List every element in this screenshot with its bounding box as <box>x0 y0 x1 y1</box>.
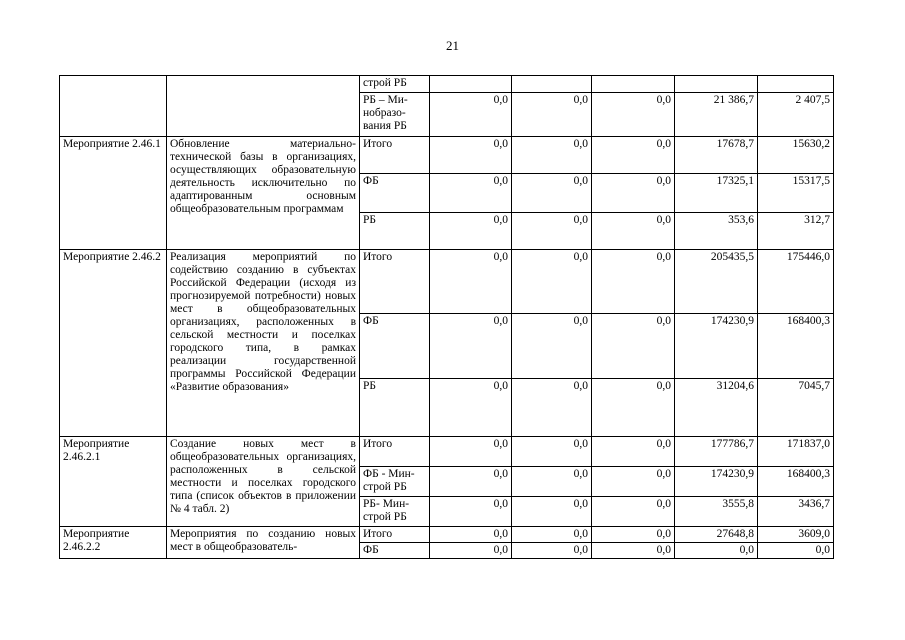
value-cell: 0,0 <box>512 437 592 467</box>
description-cell: Обновление материально-технической базы в организациях, осуществляющих образовательную деятельность исключительно по адаптированным основным общеобразовательным программам <box>167 137 360 250</box>
value-cell: 0,0 <box>512 174 592 213</box>
value-cell: 3555,8 <box>675 497 758 527</box>
source-cell: ФБ <box>360 543 430 559</box>
value-cell: 0,0 <box>592 174 675 213</box>
value-cell: 0,0 <box>430 213 512 250</box>
value-cell <box>592 76 675 93</box>
value-cell: 0,0 <box>592 437 675 467</box>
source-cell: РБ <box>360 379 430 437</box>
value-cell: 0,0 <box>430 137 512 174</box>
value-cell: 0,0 <box>675 543 758 559</box>
value-cell: 353,6 <box>675 213 758 250</box>
value-cell: 31204,6 <box>675 379 758 437</box>
source-cell: ФБ <box>360 174 430 213</box>
value-cell <box>430 76 512 93</box>
value-cell: 17678,7 <box>675 137 758 174</box>
value-cell: 0,0 <box>592 497 675 527</box>
value-cell: 0,0 <box>592 250 675 314</box>
table-row <box>60 250 834 314</box>
table-row <box>60 437 834 467</box>
table-row <box>60 137 834 174</box>
value-cell: 0,0 <box>512 543 592 559</box>
value-cell: 0,0 <box>512 497 592 527</box>
value-cell: 168400,3 <box>758 314 834 379</box>
value-cell: 0,0 <box>512 467 592 497</box>
value-cell: 205435,5 <box>675 250 758 314</box>
source-cell: Итого <box>360 137 430 174</box>
value-cell <box>512 76 592 93</box>
value-cell: 0,0 <box>758 543 834 559</box>
value-cell <box>758 76 834 93</box>
value-cell: 0,0 <box>430 314 512 379</box>
value-cell: 15317,5 <box>758 174 834 213</box>
value-cell: 7045,7 <box>758 379 834 437</box>
description-cell: Создание новых мест в общеобразовательных организациях, расположенных в сельской местности и поселках городского типа (список объектов в приложении № 4 табл. 2) <box>167 437 360 527</box>
value-cell: 2 407,5 <box>758 93 834 137</box>
value-cell: 21 386,7 <box>675 93 758 137</box>
value-cell: 3609,0 <box>758 527 834 543</box>
value-cell: 0,0 <box>430 379 512 437</box>
value-cell: 0,0 <box>430 497 512 527</box>
source-cell: Итого <box>360 437 430 467</box>
event-cell: Мероприятие 2.46.2.2 <box>60 527 167 559</box>
source-cell: Итого <box>360 250 430 314</box>
source-cell: РБ – Ми-нобразо-вания РБ <box>360 93 430 137</box>
value-cell: 0,0 <box>430 93 512 137</box>
source-cell: РБ- Мин-строй РБ <box>360 497 430 527</box>
value-cell: 0,0 <box>512 379 592 437</box>
source-cell: Итого <box>360 527 430 543</box>
value-cell: 0,0 <box>430 543 512 559</box>
value-cell: 0,0 <box>592 314 675 379</box>
value-cell: 0,0 <box>592 527 675 543</box>
event-cell: Мероприятие 2.46.2.1 <box>60 437 167 527</box>
value-cell: 27648,8 <box>675 527 758 543</box>
source-cell: ФБ <box>360 314 430 379</box>
value-cell: 0,0 <box>512 137 592 174</box>
value-cell: 174230,9 <box>675 467 758 497</box>
value-cell: 0,0 <box>430 527 512 543</box>
event-cell <box>60 76 167 137</box>
source-cell: строй РБ <box>360 76 430 93</box>
description-cell: Мероприятия по созданию новых мест в общеобразователь- <box>167 527 360 559</box>
value-cell: 0,0 <box>430 437 512 467</box>
value-cell: 15630,2 <box>758 137 834 174</box>
value-cell: 0,0 <box>592 213 675 250</box>
value-cell: 0,0 <box>512 527 592 543</box>
event-cell: Мероприятие 2.46.1 <box>60 137 167 250</box>
table-row <box>60 527 834 543</box>
value-cell: 0,0 <box>512 93 592 137</box>
value-cell: 0,0 <box>592 467 675 497</box>
value-cell: 0,0 <box>592 379 675 437</box>
value-cell: 0,0 <box>512 213 592 250</box>
value-cell <box>675 76 758 93</box>
value-cell: 0,0 <box>592 137 675 174</box>
value-cell: 174230,9 <box>675 314 758 379</box>
value-cell: 168400,3 <box>758 467 834 497</box>
value-cell: 3436,7 <box>758 497 834 527</box>
page-number: 21 <box>446 38 459 53</box>
source-cell: ФБ - Мин-строй РБ <box>360 467 430 497</box>
value-cell: 312,7 <box>758 213 834 250</box>
budget-table <box>59 75 834 559</box>
event-cell: Мероприятие 2.46.2 <box>60 250 167 437</box>
value-cell: 0,0 <box>512 250 592 314</box>
value-cell: 171837,0 <box>758 437 834 467</box>
description-cell: Реализация мероприятий по содействию созданию в субъектах Российской Федерации (исходя из прогнозируемой потребности) новых мест в общеобразовательных организациях, расположенных в сельской местности и поселках городского типа, в рамках реализации государственной программы Российской Федерации «Развитие образования» <box>167 250 360 437</box>
value-cell: 0,0 <box>512 314 592 379</box>
source-cell: РБ <box>360 213 430 250</box>
description-cell <box>167 76 360 137</box>
value-cell: 175446,0 <box>758 250 834 314</box>
value-cell: 0,0 <box>592 543 675 559</box>
value-cell: 0,0 <box>430 174 512 213</box>
value-cell: 0,0 <box>430 250 512 314</box>
value-cell: 177786,7 <box>675 437 758 467</box>
table-row <box>60 76 834 93</box>
value-cell: 17325,1 <box>675 174 758 213</box>
value-cell: 0,0 <box>430 467 512 497</box>
value-cell: 0,0 <box>592 93 675 137</box>
